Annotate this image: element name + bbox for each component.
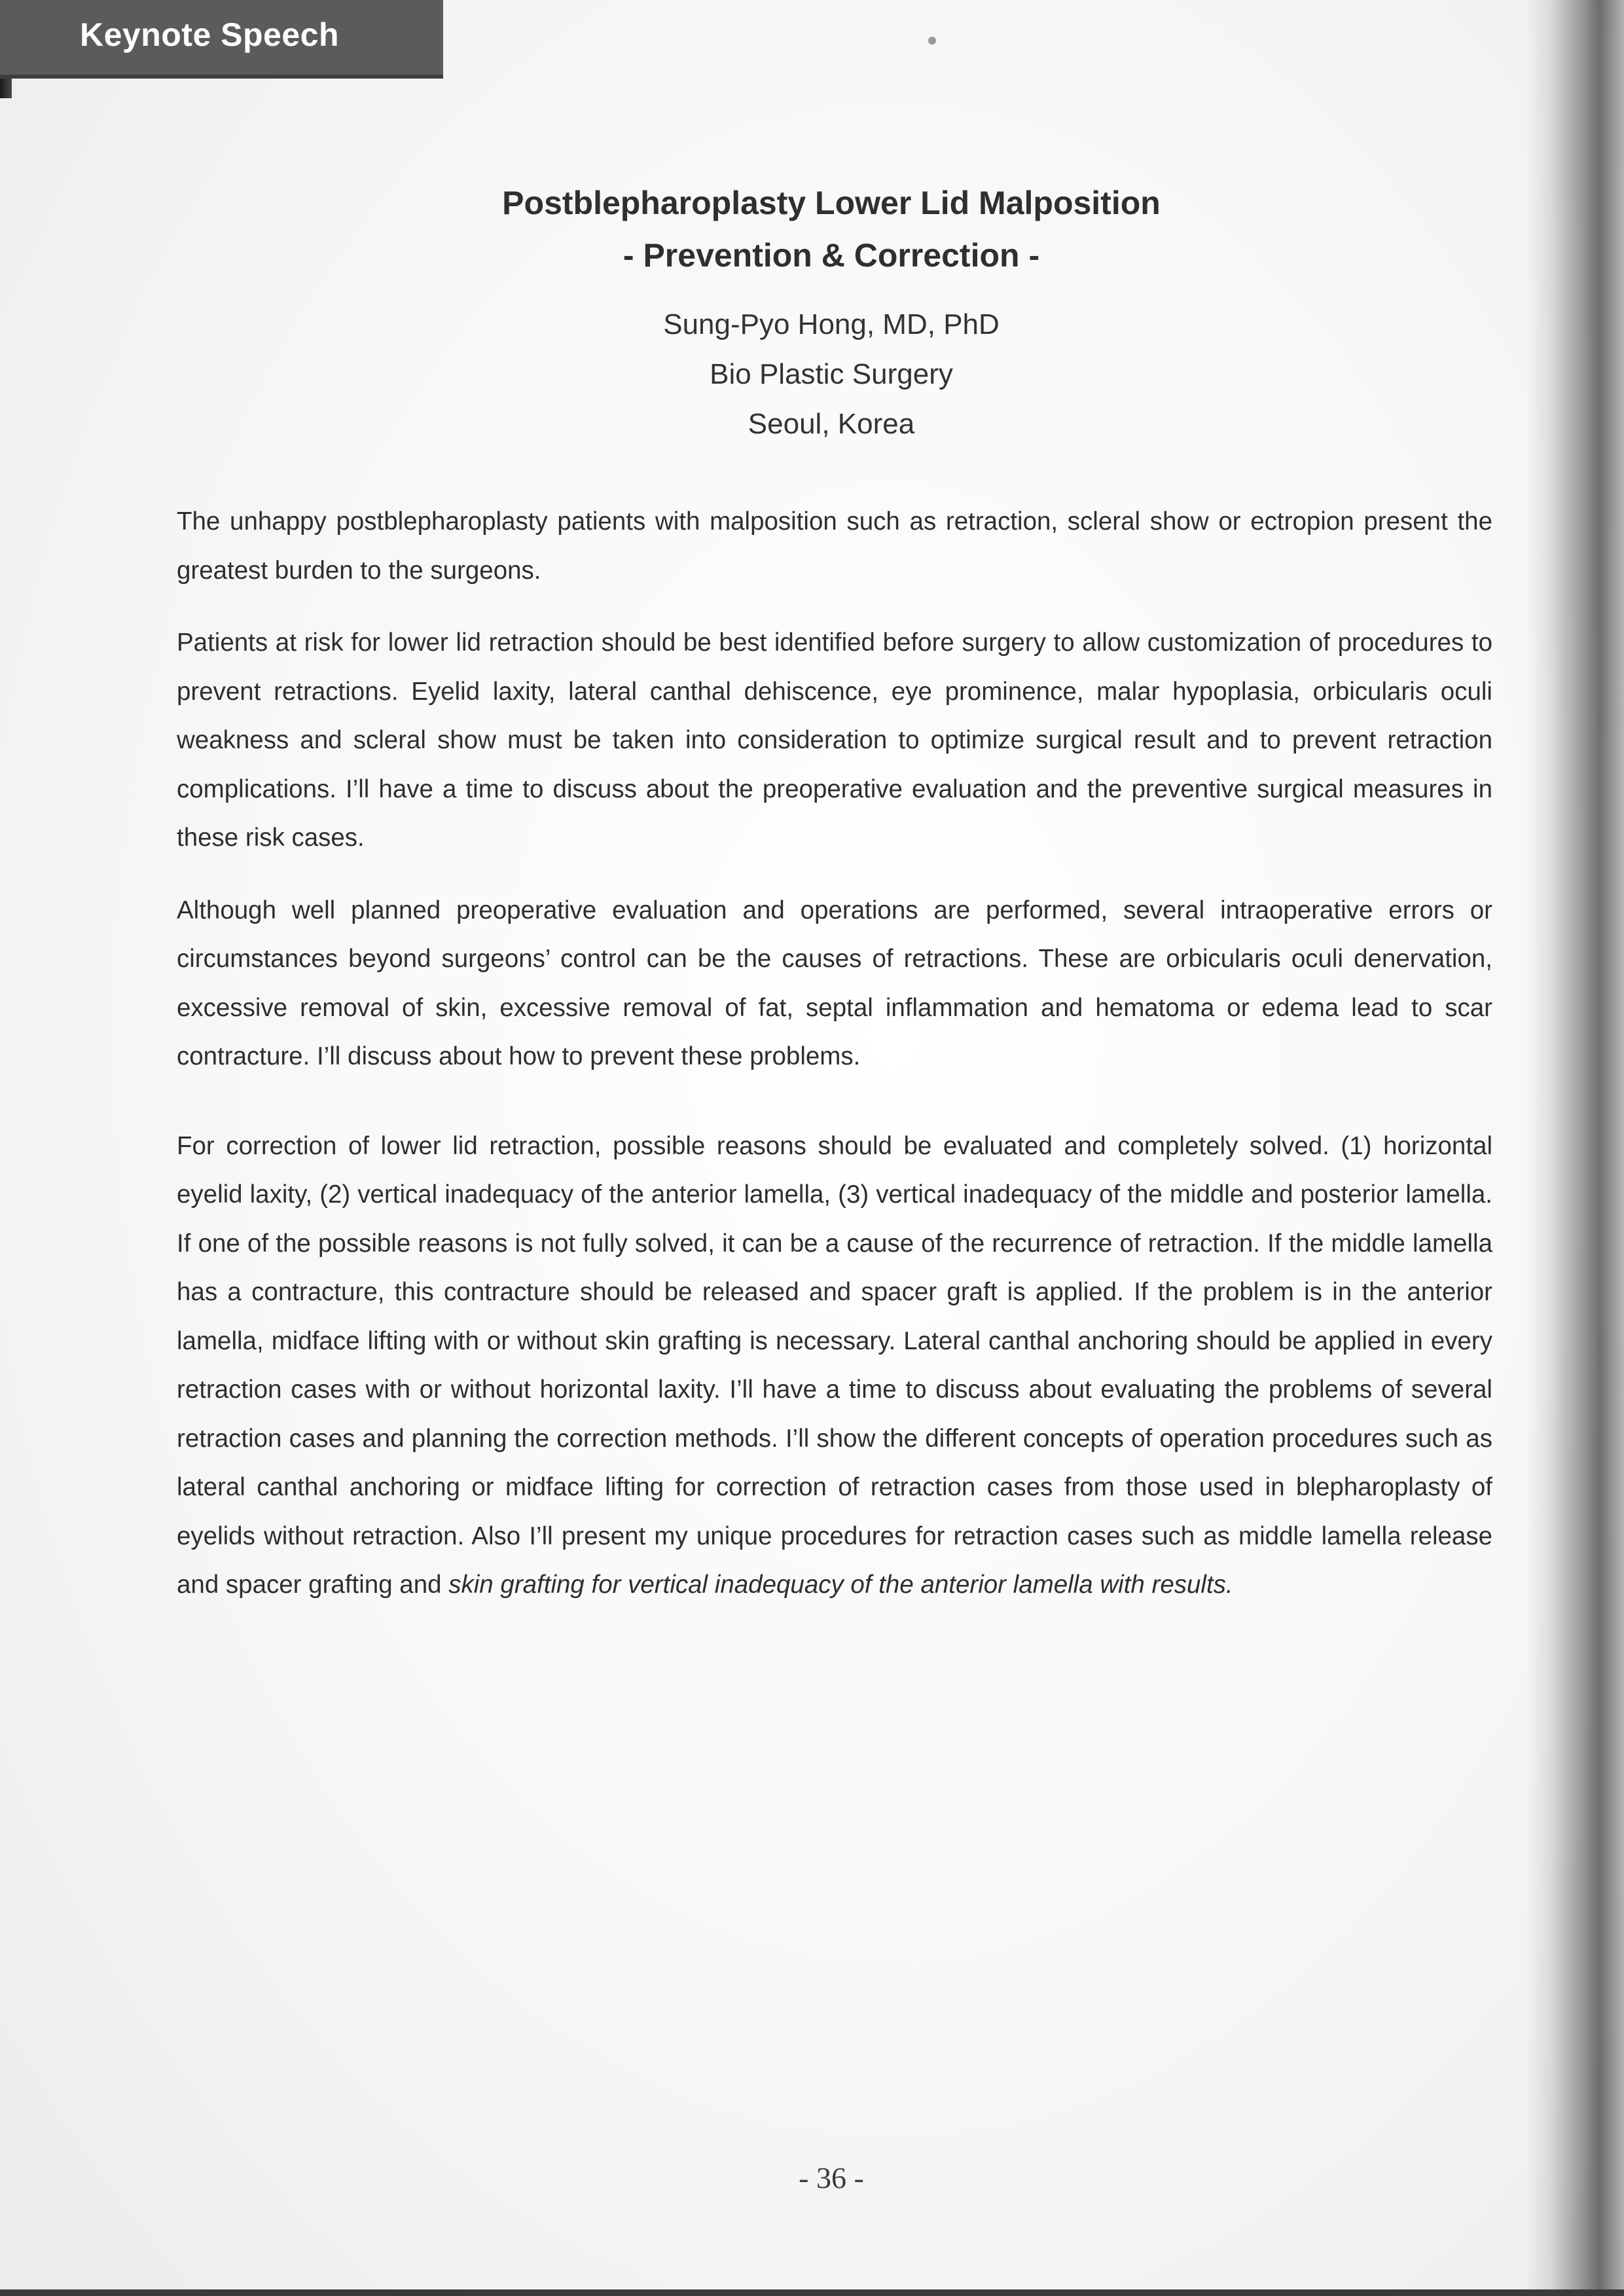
section-header-tab [0,0,443,79]
author-name: Sung-Pyo Hong, MD, PhD [663,308,1000,340]
author-location: Seoul, Korea [748,408,915,440]
author-block [0,300,1624,449]
paragraph-3: Although well planned preoperative evaluation and operations are performed, several intraoperative errors or circumstances beyond surgeons’ control can be the causes of retractions. These are orbicularis oculi denervation, excessive removal of skin, excessive removal of fat, septal inflammation and hematoma or edema lead to scar contracture. I’ll discuss about how to prevent these problems. [177,896,1492,1070]
page-bottom-edge [0,2289,1624,2296]
paragraph-4 [177,1122,1492,1610]
page-number: - 36 - [799,2161,864,2195]
paragraph-2: Patients at risk for lower lid retraction should be best identified before surgery to allow customization of procedures to prevent retractions. Eyelid laxity, lateral canthal dehiscence, eye prominence, malar hypoplasia, orbicularis oculi weakness and scleral show must be taken into consideration to optimize surgical result and to prevent retraction complications. I’ll have a time to discuss about the preoperative evaluation and the preventive surgical measures in these risk cases. [177,629,1492,852]
article-title [0,177,1624,282]
paragraph-4-text: For correction of lower lid retraction, possible reasons should be evaluated and completely solved. (1) horizontal eyelid laxity, (2) vertical inadequacy of the anterior lamella, (3) vertical inadequacy of the middle and posterior lamella. If one of the possible reasons is not fully solved, it can be a cause of the recurrence of retraction. If the middle lamella has a contracture, this contracture should be released and spacer graft is applied. If the problem is in the anterior lamella, midface lifting with or without skin grafting is necessary. Lateral canthal anchoring should be applied in every retraction cases with or without horizontal laxity. I’ll have a time to discuss about evaluating the problems of several retraction cases and planning the correction methods. I’ll show the different concepts of operation procedures such as lateral canthal anchoring or midface lifting for correction of retraction cases from those used in blepharoplasty of eyelids without retraction. Also I’ll present my unique procedures for retraction cases such as middle lamella release and spacer grafting and [177,1131,1492,1599]
article-body [177,498,1492,1633]
section-label: Keynote Speech [80,16,340,53]
author-affiliation: Bio Plastic Surgery [710,358,953,390]
paragraph-4-italic-tail: skin grafting for vertical inadequacy of the anterior lamella with results. [448,1571,1233,1599]
title-line-1: Postblepharoplasty Lower Lid Malposition [502,185,1161,221]
scan-speck [928,37,936,45]
title-line-2: - Prevention & Correction - [623,237,1040,274]
paragraph-1: The unhappy postblepharoplasty patients with malposition such as retraction, scleral show or ectropion present the greatest burden to the surgeons. [177,507,1492,585]
